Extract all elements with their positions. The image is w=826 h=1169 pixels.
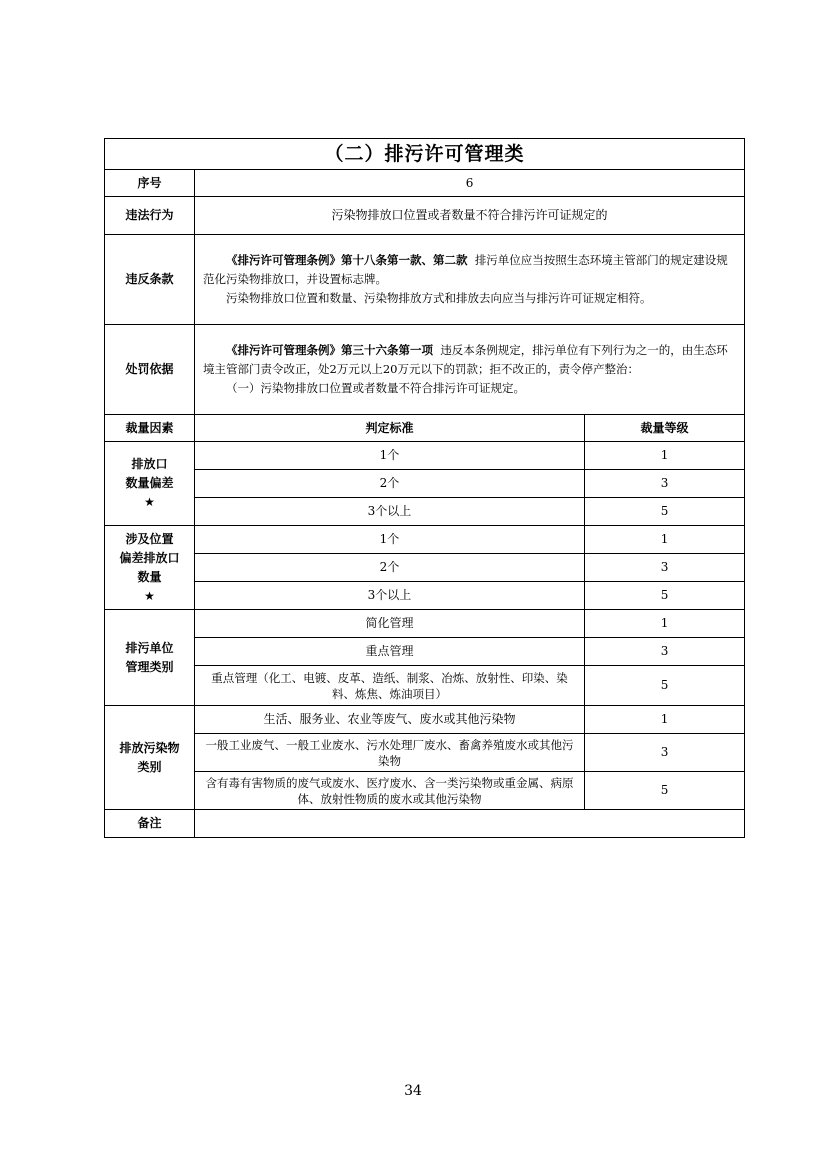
remark-label: 备注 bbox=[105, 810, 195, 838]
basis-paragraph-2: （一）污染物排放口位置或者数量不符合排污许可证规定。 bbox=[226, 381, 525, 395]
standard-cell: 重点管理（化工、电镀、皮革、造纸、制浆、冶炼、放射性、印染、染料、炼焦、炼油项目） bbox=[195, 666, 585, 706]
table-row bbox=[105, 526, 745, 554]
clause-label: 违反条款 bbox=[105, 235, 195, 325]
level-cell: 1 bbox=[585, 706, 745, 734]
clause-paragraph-2: 污染物排放口位置和数量、污染物排放方式和排放去向应当与排污许可证规定相符。 bbox=[226, 291, 652, 305]
level-cell: 3 bbox=[585, 638, 745, 666]
basis-law-ref: 《排污许可管理条例》第三十六条第一项 bbox=[226, 343, 433, 357]
table-row bbox=[105, 734, 745, 772]
title-row bbox=[105, 139, 745, 170]
factor-line: 排放口 bbox=[131, 457, 168, 471]
basis-content bbox=[195, 325, 745, 415]
standard-cell: 1个 bbox=[195, 526, 585, 554]
violation-label: 违法行为 bbox=[105, 197, 195, 235]
factor-cell bbox=[105, 442, 195, 526]
violation-value: 污染物排放口位置或者数量不符合排污许可证规定的 bbox=[195, 197, 745, 235]
basis-label: 处罚依据 bbox=[105, 325, 195, 415]
level-cell: 5 bbox=[585, 666, 745, 706]
factor-cell bbox=[105, 706, 195, 810]
level-cell: 3 bbox=[585, 734, 745, 772]
standard-cell: 一般工业废气、一般工业废水、污水处理厂废水、畜禽养殖废水或其他污染物 bbox=[195, 734, 585, 772]
table-row bbox=[105, 470, 745, 498]
factor-header: 裁量因素 bbox=[105, 415, 195, 442]
discretion-header-row bbox=[105, 415, 745, 442]
level-cell: 5 bbox=[585, 582, 745, 610]
factor-line: 偏差排放口 bbox=[119, 550, 180, 565]
star-icon: ★ bbox=[144, 588, 155, 603]
remark-row bbox=[105, 810, 745, 838]
factor-line: 数量 bbox=[137, 569, 162, 584]
seq-row bbox=[105, 170, 745, 197]
factor-cell bbox=[105, 526, 195, 610]
clause-law-ref: 《排污许可管理条例》第十八条第一款、第二款 bbox=[226, 253, 468, 267]
clause-row bbox=[105, 235, 745, 325]
level-cell: 5 bbox=[585, 498, 745, 526]
level-cell: 5 bbox=[585, 772, 745, 810]
discretion-table bbox=[104, 138, 745, 838]
factor-line: 涉及位置 bbox=[125, 531, 174, 546]
standard-cell: 3个以上 bbox=[195, 498, 585, 526]
table-row bbox=[105, 638, 745, 666]
table-row bbox=[105, 610, 745, 638]
table-row bbox=[105, 442, 745, 470]
seq-value: 6 bbox=[195, 170, 745, 197]
standard-cell: 简化管理 bbox=[195, 610, 585, 638]
standard-cell: 2个 bbox=[195, 554, 585, 582]
factor-line: 管理类别 bbox=[125, 659, 174, 674]
factor-line: 数量偏差 bbox=[125, 476, 174, 490]
standard-cell: 1个 bbox=[195, 442, 585, 470]
star-icon: ★ bbox=[144, 495, 155, 509]
level-cell: 3 bbox=[585, 470, 745, 498]
factor-cell bbox=[105, 610, 195, 706]
standard-cell: 含有毒有害物质的废气或废水、医疗废水、含一类污染物或重金属、病原体、放射性物质的废水或其他污染物 bbox=[195, 772, 585, 810]
table-title: （二）排污许可管理类 bbox=[105, 139, 745, 170]
remark-value bbox=[195, 810, 745, 838]
level-cell: 1 bbox=[585, 526, 745, 554]
violation-row bbox=[105, 197, 745, 235]
standard-cell: 生活、服务业、农业等废气、废水或其他污染物 bbox=[195, 706, 585, 734]
factor-line: 类别 bbox=[137, 759, 162, 774]
standard-cell: 重点管理 bbox=[195, 638, 585, 666]
clause-text-1: 排污单位应当按照生态环境主管部门的规定建设规范化污染物排放口，并设置标志牌。 bbox=[203, 253, 728, 286]
basis-text-1: 违反本条例规定，排污单位有下列行为之一的，由生态环境主管部门责令改正，处2万元以上20万元以下的罚款；拒不改正的，责令停产整治： bbox=[203, 343, 728, 376]
level-header: 裁量等级 bbox=[585, 415, 745, 442]
clause-content bbox=[195, 235, 745, 325]
page-number: 34 bbox=[404, 1083, 422, 1099]
clause-paragraph-1 bbox=[203, 251, 736, 289]
table-row bbox=[105, 498, 745, 526]
level-cell: 1 bbox=[585, 610, 745, 638]
level-cell: 1 bbox=[585, 442, 745, 470]
seq-label: 序号 bbox=[105, 170, 195, 197]
standard-cell: 2个 bbox=[195, 470, 585, 498]
table-row bbox=[105, 582, 745, 610]
basis-row bbox=[105, 325, 745, 415]
standard-header: 判定标准 bbox=[195, 415, 585, 442]
standard-cell: 3个以上 bbox=[195, 582, 585, 610]
level-cell: 3 bbox=[585, 554, 745, 582]
factor-line: 排污单位 bbox=[125, 640, 174, 655]
table-row bbox=[105, 554, 745, 582]
basis-paragraph-1 bbox=[203, 341, 736, 379]
table-row bbox=[105, 706, 745, 734]
table-row bbox=[105, 666, 745, 706]
factor-line: 排放污染物 bbox=[119, 740, 180, 755]
table-row bbox=[105, 772, 745, 810]
